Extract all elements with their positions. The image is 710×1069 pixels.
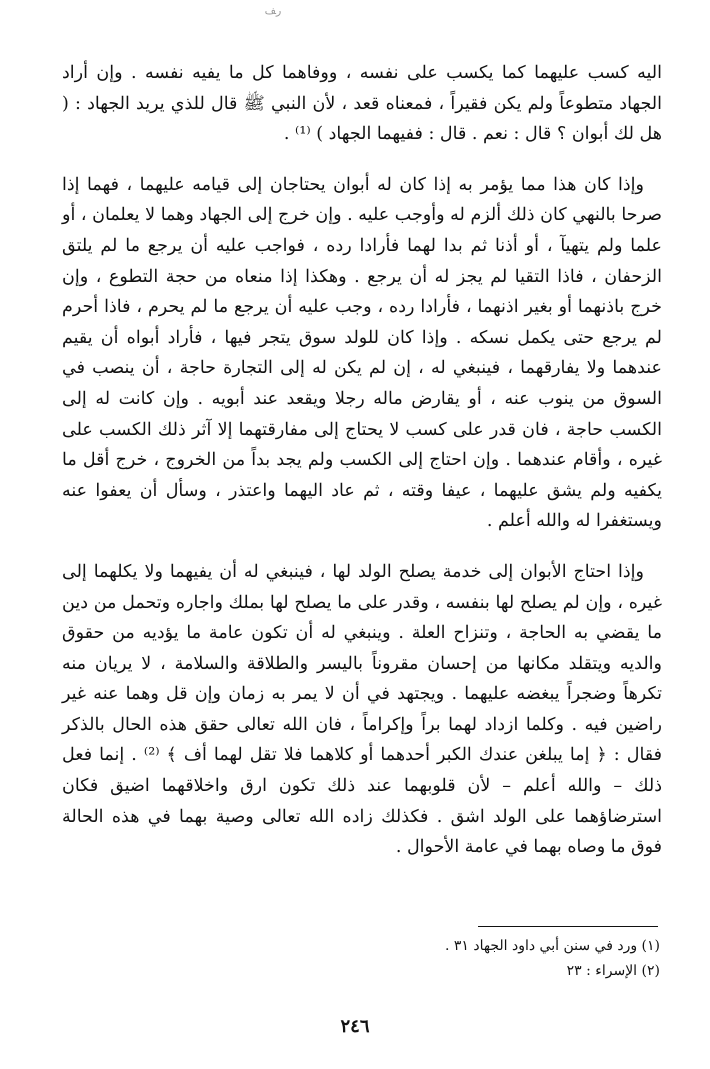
paragraph-3: وإذا احتاج الأبوان إلى خدمة يصلح الولد لها ، فينبغي له أن يفيهما ولا يكلهما إلى غيره ، وإن لم يصلح لها بنفسه ، وقدر على ما يصلح لها بملك واجاره وتحمل من دين ما يقضي به الحاجة ، وتنزاح العلة . وينبغي له أن تكون عامة ما يؤديه من حقوق والديه ويتقلد مكانها من إحسان مقروناً باليسر والطلاقة والسلامة ، لا يريان منه تكرهاً وضجراً يبغضه عليهما . ويجتهد في أن لا يمر به زمان وإن قل وهما عنه غير راضين فيه . وكلما ازداد لهما براً وإكراماً ، فان الله تعالى حقق هذه الحال بالذكر فقال : ﴿ إما يبلغن عندك الكبر أحدهما أو كلاهما فلا تقل لهما أف ﴾ ⁽²⁾ . إنما فعل ذلك – والله أعلم – لأن قلوبهما عند ذلك تكون ارق واخلاقهما اضيق فكان استرضاؤهما على الولد اشق . فكذلك زاده الله تعالى وصية بهما في هذه الحالة فوق ما وصاه بهما في عامة الأحوال . [62,561,662,858]
page-number: ٢٤٦ [340,1016,370,1037]
body-text [62,58,662,863]
footnote-2: (٢) الإسراء : ٢٣ [566,963,660,979]
footnote-divider [478,926,658,927]
paragraph-2: وإذا كان هذا مما يؤمر به إذا كان له أبوان يحتاجان إلى قيامه عليهما ، فهما إذا صرحا بالنهي كان ذلك ألزم له وأوجب عليه . وإن خرج إلى الجهاد وهما لا يعلمان ، أو علما ولم يتهيآ ، أو أذنا ثم بدا لهما فأرادا رده ، فواجب عليه أن يرجع ما لم يلتق الزحفان ، فاذا التقيا لم يجز له أن يرجع . وهكذا إذا منعاه من حجة التطوع ، وإن خرج باذنهما أو بغير اذنهما ، فأرادا رده ، وجب عليه أن يرجع ما لم يحرم ، فاذا أحرم لم يرجع حتى يكمل نسكه . وإذا كان للولد سوق يتجر فيها ، فأراد أبواه أن يقيم عندهما ولا يفارقهما ، فينبغي له ، إن لم يكن له إلى التجارة حاجة ، أن ينصب في السوق من ينوب عنه ، أو يقارض ماله رجلا ويقعد عند أبويه . وإن كانت له إلى الكسب حاجة ، فان قدر على كسب لا يحتاج إلى مفارقتهما إلا آثر ذلك الكسب على غيره ، وأقام عندهما . وإن احتاج إلى الكسب ولم يجد بداً من الخروج ، خرج أقل ما يكفيه ولم يشق عليهما ، عيفا وقته ، ثم عاد اليهما واعتذر ، وسأل أن يعفوا عنه ويستغفرا له والله أعلم . [62,174,662,532]
footnote-1: (١) ورد في سنن أبي داود الجهاد ٣١ . [444,938,660,954]
scan-mark: ﺭﻒ [264,4,282,17]
paragraph-1: اليه كسب عليهما كما يكسب على نفسه ، ووفاهما كل ما يفيه نفسه . وإن أراد الجهاد متطوعاً ولم يكن فقيراً ، فمعناه قعد ، لأن النبي ﷺ قال للذي يريد الجهاد : ( هل لك أبوان ؟ قال : نعم . قال : ففيهما الجهاد ) ⁽¹⁾ . [62,63,662,145]
footnotes [300,934,660,984]
